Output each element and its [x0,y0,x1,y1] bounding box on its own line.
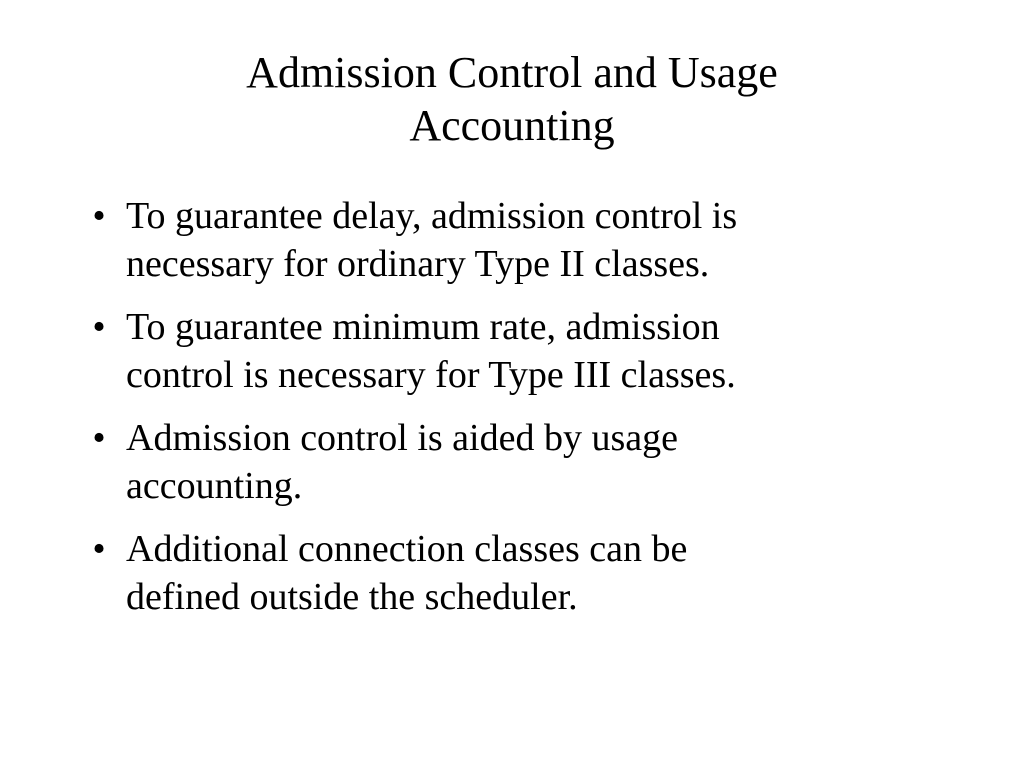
bullet-text [126,525,924,621]
bullet-line: To guarantee delay, admission control is [126,195,738,237]
bullet-item-usage-accounting [84,414,924,510]
bullet-dot-icon: • [92,417,106,459]
bullet-item-connection-classes [84,525,924,621]
slide-title-line-1: Admission Control and Usage [246,48,778,97]
bullet-dot-icon: • [92,306,106,348]
bullet-list [84,192,924,636]
slide-title [112,46,912,152]
slide-title-line-2: Accounting [409,101,615,150]
bullet-text [126,192,924,288]
bullet-line: To guarantee minimum rate, admission [126,306,720,348]
bullet-item-minimum-rate [84,303,924,399]
bullet-line: Additional connection classes can be [126,528,688,570]
bullet-line: accounting. [126,465,303,507]
bullet-text [126,303,924,399]
bullet-line: control is necessary for Type III classes. [126,354,736,396]
bullet-item-delay [84,192,924,288]
bullet-dot-icon: • [92,528,106,570]
bullet-line: necessary for ordinary Type II classes. [126,243,710,285]
bullet-text [126,414,924,510]
bullet-line: defined outside the scheduler. [126,576,578,618]
bullet-line: Admission control is aided by usage [126,417,678,459]
bullet-dot-icon: • [92,195,106,237]
